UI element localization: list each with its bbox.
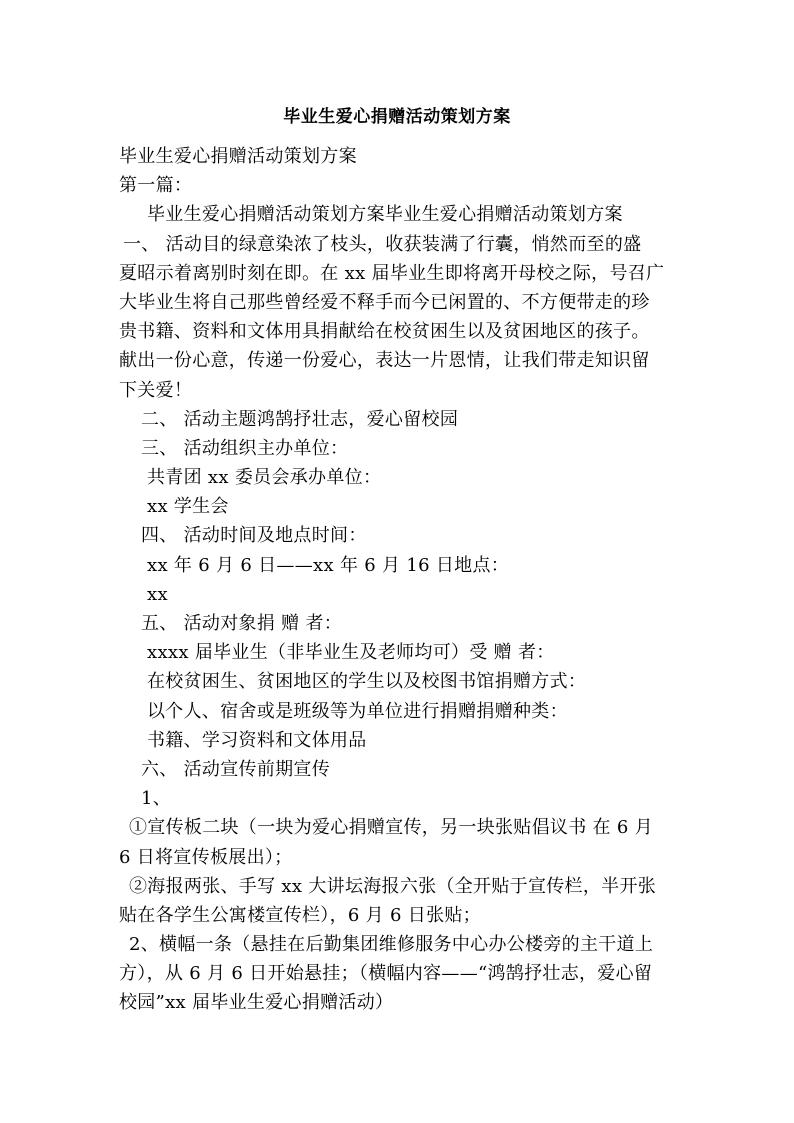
text-line: xx 学生会	[147, 496, 229, 518]
text-line: ②海报两张、手写 xx 大讲坛海报六张（全开贴于宣传栏，半开张	[129, 875, 657, 897]
text-line: 方），从 6 月 6 日开始悬挂；（横幅内容——“鸿鹄抒壮志，爱心留	[119, 963, 653, 985]
text-line: 第一篇：	[119, 175, 193, 197]
text-line: 共青团 xx 委员会承办单位：	[147, 467, 382, 489]
text-line: 2、横幅一条（悬挂在后勤集团维修服务中心办公楼旁的主干道上	[129, 934, 654, 956]
text-line: 献出一份心意，传递一份爱心，表达一片恩情，让我们带走知识留	[119, 350, 650, 372]
text-line: xx	[147, 583, 168, 605]
text-line: 贵书籍、资料和文体用具捐献给在校贫困生以及贫困地区的孩子。	[119, 321, 650, 343]
text-line: 夏昭示着离别时刻在即。在 xx 届毕业生即将离开母校之际，号召广	[119, 262, 665, 284]
text-line: 书籍、学习资料和文体用品	[147, 729, 367, 751]
text-line: 在校贫困生、贫困地区的学生以及校图书馆捐赠方式：	[147, 671, 587, 693]
text-line: xx 年 6 月 6 日——xx 年 6 月 16 日地点：	[147, 554, 510, 576]
text-line: 六、 活动宣传前期宣传	[141, 758, 331, 780]
text-line: xxxx 届毕业生（非毕业生及老师均可）受 赠 者：	[147, 642, 555, 664]
text-line: 三、 活动组织主办单位：	[141, 437, 349, 459]
text-line: 四、 活动时间及地点时间：	[141, 525, 367, 547]
document-body	[119, 142, 679, 1018]
text-line: 贴在各学生公寓楼宣传栏），6 月 6 日张贴；	[119, 904, 481, 926]
text-line: 大毕业生将自己那些曾经爱不释手而今已闲置的、不方便带走的珍	[119, 291, 650, 313]
text-line: 二、 活动主题鸿鹄抒壮志，爱心留校园	[141, 408, 459, 430]
text-line: 1、	[141, 788, 172, 810]
text-line: 毕业生爱心捐赠活动策划方案毕业生爱心捐赠活动策划方案	[147, 204, 623, 226]
text-line: ①宣传板二块（一块为爱心捐赠宣传，另一块张贴倡议书 在 6 月	[129, 817, 653, 839]
text-line: 五、 活动对象捐 赠 者：	[141, 613, 343, 634]
text-line: 一、 活动目的绿意染浓了枝头，收获装满了行囊，悄然而至的盛	[123, 233, 642, 255]
text-line: 校园”xx 届毕业生爱心捐赠活动）	[119, 992, 394, 1014]
text-line: 毕业生爱心捐赠活动策划方案	[119, 146, 357, 167]
text-line: 6 日将宣传板展出）；	[119, 846, 293, 868]
text-line: 以个人、宿舍或是班级等为单位进行捐赠捐赠种类：	[147, 700, 568, 722]
document-title: 毕业生爱心捐赠活动策划方案	[283, 107, 511, 127]
text-line: 下关爱！	[119, 379, 193, 401]
